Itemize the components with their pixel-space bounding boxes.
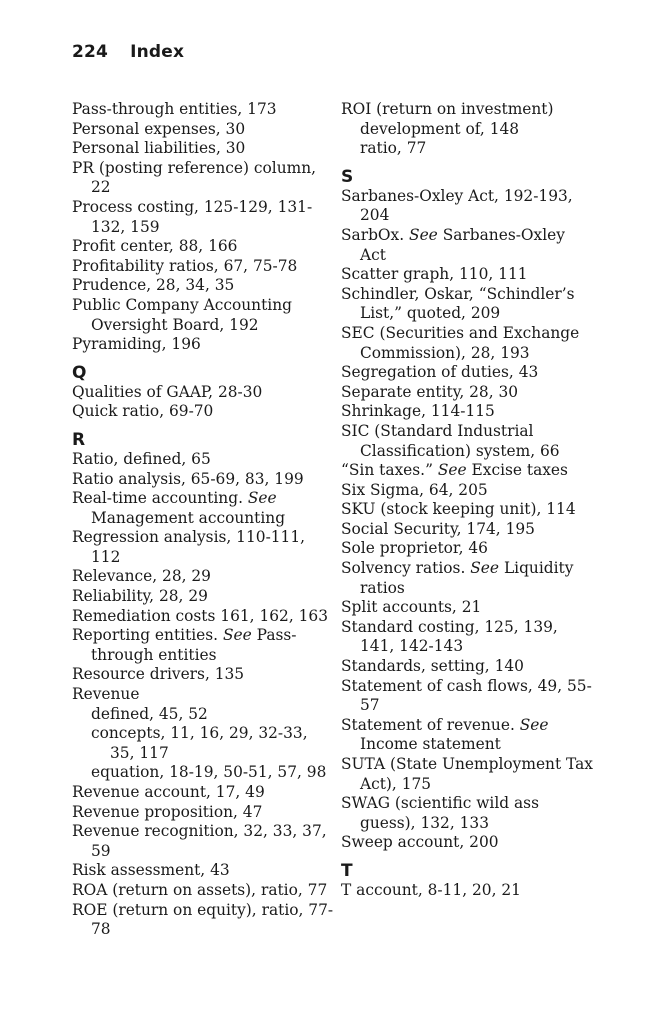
entry-text: Shrinkage, 114-115 xyxy=(341,402,495,421)
index-entry xyxy=(341,461,593,481)
index-entry xyxy=(341,363,593,383)
entry-text: Pass-through entities, 173 xyxy=(72,100,277,118)
entry-text: ratio, 77 xyxy=(360,139,427,158)
see-reference: See xyxy=(470,559,500,578)
index-column-left xyxy=(72,100,334,940)
entry-text: development of, 148 xyxy=(360,119,520,138)
entry-text: Q xyxy=(72,362,87,383)
entry-text: Revenue xyxy=(72,685,140,704)
entry-text: Remediation costs 161, 162, 163 xyxy=(72,606,328,625)
index-entry xyxy=(72,489,334,528)
entry-text: Ratio, defined, 65 xyxy=(72,449,211,468)
see-reference: See xyxy=(519,715,549,734)
entry-text: Scatter graph, 110, 111 xyxy=(341,265,528,284)
index-entry xyxy=(341,598,593,618)
entry-text: concepts, 11, 16, 29, 32-33, 35, 117 xyxy=(91,724,308,762)
index-entry xyxy=(72,822,334,861)
see-target: Sarbanes-Oxley Act xyxy=(360,225,565,264)
page-title: Index xyxy=(130,42,185,62)
entry-text: SIC (Standard Industrial Classification) system, 66 xyxy=(341,421,560,460)
index-entry xyxy=(341,716,593,755)
entry-text: Personal liabilities, 30 xyxy=(72,139,246,158)
entry-text: Reliability, 28, 29 xyxy=(72,587,208,606)
index-entry xyxy=(72,257,334,277)
entry-text: Segregation of duties, 43 xyxy=(341,363,539,382)
entry-text: Sole proprietor, 46 xyxy=(341,539,488,558)
entry-text: Separate entity, 28, 30 xyxy=(341,382,519,401)
index-entry xyxy=(72,402,334,422)
entry-text: Process costing, 125-129, 131-132, 159 xyxy=(72,197,313,236)
see-target: Pass-through entities xyxy=(91,626,297,664)
index-entry xyxy=(72,383,334,403)
entry-text: T account, 8-11, 20, 21 xyxy=(341,880,521,899)
index-entry xyxy=(72,783,334,803)
index-subentry xyxy=(72,763,334,783)
index-subentry xyxy=(341,139,593,159)
entry-text: ROE (return on equity), ratio, 77-78 xyxy=(72,900,334,939)
index-entry xyxy=(72,665,334,685)
index-entry xyxy=(341,402,593,422)
index-entry xyxy=(341,657,593,677)
entry-text: Risk assessment, 43 xyxy=(72,861,230,880)
section-letter xyxy=(341,861,593,881)
index-column-right xyxy=(341,100,593,901)
entry-text: Schindler, Oskar, “Schindler’s List,” quoted, 209 xyxy=(341,284,575,323)
entry-text: Resource drivers, 135 xyxy=(72,665,245,684)
index-subentry xyxy=(72,724,334,763)
entry-text: Revenue recognition, 32, 33, 37, 59 xyxy=(72,822,327,860)
page-number: 224 xyxy=(72,42,109,62)
entry-text: Prudence, 28, 34, 35 xyxy=(72,276,235,295)
entry-text: Statement of revenue. xyxy=(341,715,515,734)
entry-text: defined, 45, 52 xyxy=(91,704,208,723)
index-entry xyxy=(341,226,593,265)
entry-text: Statement of cash flows, 49, 55-57 xyxy=(341,676,592,715)
index-entry xyxy=(72,198,334,237)
entry-text: SarbOx. xyxy=(341,225,405,244)
index-entry xyxy=(341,383,593,403)
entry-text: Quick ratio, 69-70 xyxy=(72,402,214,421)
entry-text: ROA (return on assets), ratio, 77 xyxy=(72,880,328,899)
entry-text: Profit center, 88, 166 xyxy=(72,237,238,256)
index-entry xyxy=(72,901,334,940)
entry-text: Solvency ratios. xyxy=(341,559,466,578)
index-subentry xyxy=(72,705,334,725)
index-entry xyxy=(341,539,593,559)
page-header xyxy=(72,42,184,62)
index-entry xyxy=(341,187,593,226)
entry-text: Personal expenses, 30 xyxy=(72,119,246,138)
see-target: Liquidity ratios xyxy=(360,559,574,597)
index-entry xyxy=(72,587,334,607)
index-entry xyxy=(341,100,593,120)
index-entry xyxy=(72,803,334,823)
index-entry xyxy=(72,528,334,567)
entry-text: Social Security, 174, 195 xyxy=(341,519,535,538)
index-entry xyxy=(72,120,334,140)
section-letter xyxy=(72,430,334,450)
entry-text: ROI (return on investment) xyxy=(341,100,554,118)
index-entry xyxy=(341,794,593,833)
entry-text: Pyramiding, 196 xyxy=(72,335,201,354)
section-letter xyxy=(72,363,334,383)
see-target: Management accounting xyxy=(91,508,286,527)
see-target: Excise taxes xyxy=(471,461,568,480)
entry-text: Revenue proposition, 47 xyxy=(72,802,263,821)
index-entry xyxy=(341,559,593,598)
index-entry xyxy=(72,335,334,355)
entry-text: Public Company Accounting Oversight Board, 192 xyxy=(72,295,292,334)
entry-text: “Sin taxes.” xyxy=(341,461,433,480)
entry-text: SKU (stock keeping unit), 114 xyxy=(341,500,576,519)
index-entry xyxy=(72,470,334,490)
entry-text: Relevance, 28, 29 xyxy=(72,567,211,586)
index-entry xyxy=(72,861,334,881)
entry-text: S xyxy=(341,166,354,187)
entry-text: equation, 18-19, 50-51, 57, 98 xyxy=(91,763,327,782)
see-reference: See xyxy=(222,626,252,645)
entry-text: SUTA (State Unemployment Tax Act), 175 xyxy=(341,755,593,793)
entry-text: Reporting entities. xyxy=(72,626,219,645)
index-entry xyxy=(341,265,593,285)
entry-text: Qualities of GAAP, 28-30 xyxy=(72,382,263,401)
entry-text: SEC (Securities and Exchange Commission), 28, 193 xyxy=(341,323,580,362)
entry-text: Six Sigma, 64, 205 xyxy=(341,480,488,499)
index-entry xyxy=(72,450,334,470)
entry-text: Real-time accounting. xyxy=(72,489,243,508)
index-entry xyxy=(341,677,593,716)
see-reference: See xyxy=(409,225,438,244)
entry-text: Regression analysis, 110-111, 112 xyxy=(72,528,306,566)
entry-text: SWAG (scientific wild ass guess), 132, 133 xyxy=(341,794,539,832)
entry-text: PR (posting reference) column, 22 xyxy=(72,158,317,197)
index-entry xyxy=(72,276,334,296)
index-entry xyxy=(72,607,334,627)
index-entry xyxy=(341,422,593,461)
index-entry xyxy=(341,500,593,520)
index-entry xyxy=(72,159,334,198)
entry-text: Revenue account, 17, 49 xyxy=(72,783,265,801)
index-entry xyxy=(341,520,593,540)
index-subentry xyxy=(341,120,593,140)
index-entry xyxy=(341,481,593,501)
entry-text: Profitability ratios, 67, 75-78 xyxy=(72,256,298,275)
entry-text: R xyxy=(72,429,86,450)
index-entry xyxy=(341,755,593,794)
entry-text: Sarbanes-Oxley Act, 192-193, 204 xyxy=(341,186,573,225)
see-target: Income statement xyxy=(360,735,501,754)
entry-text: Standards, setting, 140 xyxy=(341,657,524,676)
index-entry xyxy=(72,685,334,705)
see-reference: See xyxy=(437,461,467,480)
index-entry xyxy=(72,626,334,665)
entry-text: Ratio analysis, 65-69, 83, 199 xyxy=(72,469,304,488)
index-entry xyxy=(72,237,334,257)
index-entry xyxy=(341,285,593,324)
entry-text: T xyxy=(341,860,353,881)
see-reference: See xyxy=(247,489,277,508)
section-letter xyxy=(341,167,593,187)
index-entry xyxy=(72,100,334,120)
index-entry xyxy=(341,618,593,657)
entry-text: Standard costing, 125, 139, 141, 142-143 xyxy=(341,617,558,656)
index-entry xyxy=(72,139,334,159)
index-entry xyxy=(341,833,593,853)
index-entry xyxy=(72,296,334,335)
index-entry xyxy=(72,567,334,587)
entry-text: Split accounts, 21 xyxy=(341,598,482,617)
entry-text: Sweep account, 200 xyxy=(341,833,499,852)
index-entry xyxy=(72,881,334,901)
index-entry xyxy=(341,881,593,901)
index-entry xyxy=(341,324,593,363)
